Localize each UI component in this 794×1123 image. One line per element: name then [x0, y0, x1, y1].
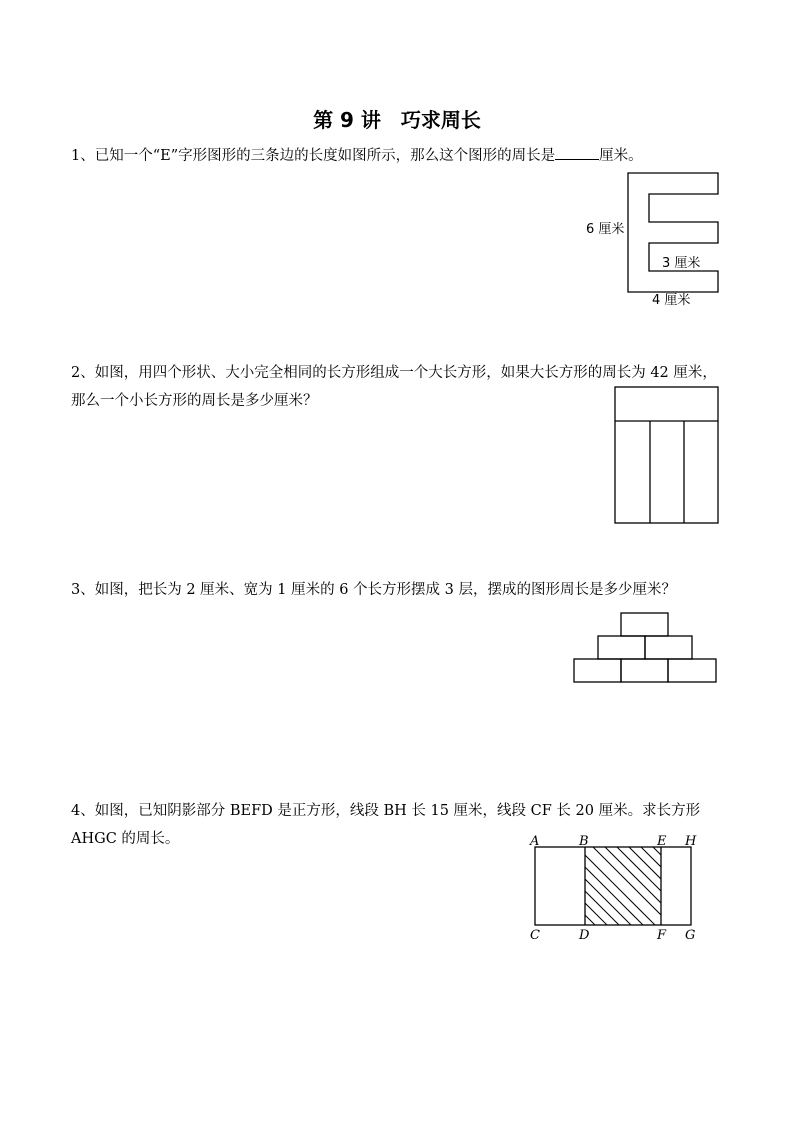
label-3cm: 3 厘米	[662, 256, 701, 271]
point-b-label: B	[579, 834, 589, 849]
label-6cm: 6 厘米	[586, 222, 625, 237]
point-f-label: F	[657, 928, 667, 943]
page-title: 第 9 讲 巧求周长	[313, 108, 481, 132]
point-h-label: H	[685, 834, 697, 849]
point-g-label: G	[685, 928, 696, 943]
point-e-label: E	[657, 834, 667, 849]
question-4: 4、如图，已知阴影部分 BEFD 是正方形，线段 BH 长 15 厘米，线段 CF 长 20 厘米。求长方形 AHGC 的周长。	[71, 803, 701, 847]
question-1-text: 1、已知一个“E”字形图形的三条边的长度如图所示，那么这个图形的周长是	[71, 148, 556, 164]
hatched-square	[585, 847, 731, 925]
point-c-label: C	[530, 928, 540, 943]
point-d-label: D	[579, 928, 590, 943]
question-3: 3、如图，把长为 2 厘米、宽为 1 厘米的 6 个长方形摆成 3 层，摆成的图形周长是多少厘米？	[71, 582, 676, 598]
point-a-label: A	[530, 834, 540, 849]
rectangle-ahgc	[535, 847, 691, 925]
label-4cm: 4 厘米	[652, 293, 691, 308]
question-1-unit: 厘米。	[599, 148, 643, 164]
question-2: 2、如图，用四个形状、大小完全相同的长方形组成一个大长方形，如果大长方形的周长为 42 厘米，那么一个小长方形的周长是多少厘米？	[71, 365, 717, 409]
